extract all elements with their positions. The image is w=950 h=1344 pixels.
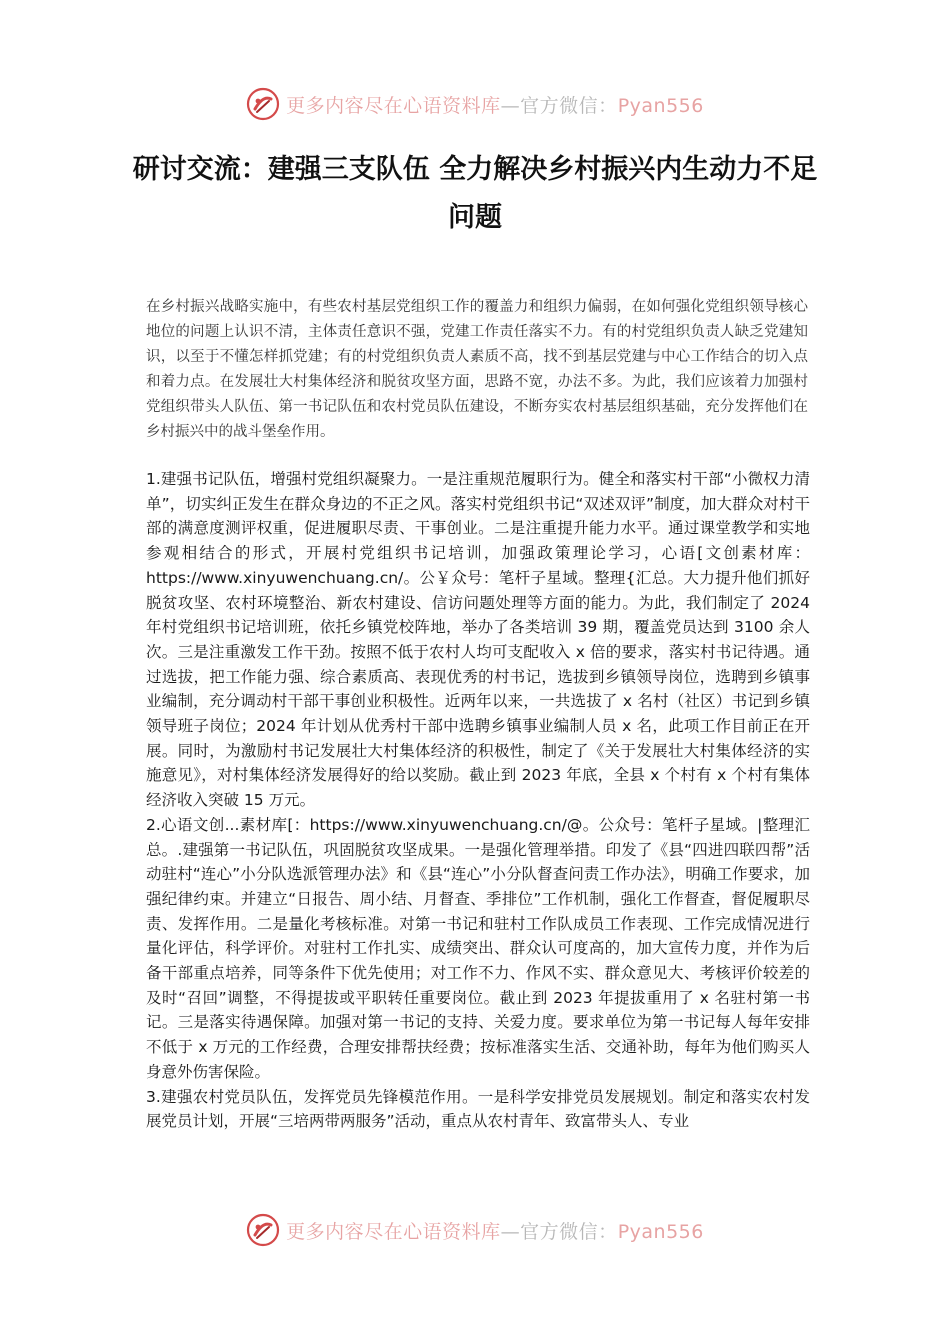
- watermark-banner-bottom: [0, 1210, 950, 1250]
- page-title: 研讨交流：建强三支队伍 全力解决乡村振兴内生动力不足问题: [132, 154, 818, 233]
- document-body: [146, 467, 810, 1134]
- watermark-banner-top: [0, 84, 950, 124]
- paragraph-3: 3.建强农村党员队伍，发挥党员先锋模范作用。一是科学安排党员发展规划。制定和落实农村发展党员计划，开展“三培两带两服务”活动，重点从农村青年、致富带头人、专业: [146, 1087, 810, 1131]
- paragraph-2: 2.心语文创...素材库[：https://www.xinyuwenchuang.cn/@。公众号：笔杆子星域。|整理汇总。.建强第一书记队伍，巩固脱贫攻坚成果。一是强化管理举措。印发了《县“四进四联四帮”活动驻村“连心”小分队选派管理办法》和《县“连心”小分队督查问责工作办法》，明确工作要求，加强纪律约束。并建立“日报告、周小结、月督查、季排位”工作机制，强化工作督查，督促履职尽责、发挥作用。二是量化考核标准。对第一书记和驻村工作队成员工作表现、工作完成情况进行量化评估，科学评价。对驻村工作扎实、成绩突出、群众认可度高的，加大宣传力度，并作为后备干部重点培养，同等条件下优先使用；对工作不力、作风不实、群众意见大、考核评价较差的及时“召回”调整，不得提拔或平职转任重要岗位。截止到 2023 年提拔重用了 x 名驻村第一书记。三是落实待遇保障。加强对第一书记的支持、关爱力度。要求单位为第一书记每人每年安排不低于 x 万元的工作经费，合理安排帮扶经费；按标准落实生活、交通补助，每年为他们购买人身意外伤害保险。: [146, 815, 810, 1081]
- book-logo-icon: [246, 1213, 280, 1247]
- watermark-text: 更多内容尽在心语资料库—官方微信：Pyan556: [286, 94, 704, 117]
- watermark-text: 更多内容尽在心语资料库—官方微信：Pyan556: [286, 1220, 704, 1243]
- book-logo-icon: [246, 87, 280, 121]
- paragraph-1: 1.建强书记队伍，增强村党组织凝聚力。一是注重规范履职行为。健全和落实村干部“小微权力清单”，切实纠正发生在群众身边的不正之风。落实村党组织书记“双述双评”制度，加大群众对村干部的满意度测评权重，促进履职尽责、干事创业。二是注重提升能力水平。通过课堂教学和实地参观相结合的形式，开展村党组织书记培训，加强政策理论学习，心语[文创素材库：https://www.xinyuwenchuang.cn/。公￥众号：笔杆子星域。整理{汇总。大力提升他们抓好脱贫攻坚、农村环境整治、新农村建设、信访问题处理等方面的能力。为此，我们制定了 2024 年村党组织书记培训班，依托乡镇党校阵地，举办了各类培训 39 期，覆盖党员达到 3100 余人次。三是注重激发工作干劲。按照不低于农村人均可支配收入 x 倍的要求，落实村书记待遇。通过选拔，把工作能力强、综合素质高、表现优秀的村书记，选拔到乡镇领导岗位，选聘到乡镇事业编制，充分调动村干部干事创业积极性。近两年以来，一共选拔了 x 名村（社区）书记到乡镇领导班子岗位；2024 年计划从优秀村干部中选聘乡镇事业编制人员 x 名，此项工作目前正在开展。同时，为激励村书记发展壮大村集体经济的积极性，制定了《关于发展壮大村集体经济的实施意见》，对村集体经济发展得好的给以奖励。截止到 2023 年底，全县 x 个村有 x 个村有集体经济收入突破 15 万元。: [146, 470, 810, 810]
- intro-paragraph: 在乡村振兴战略实施中，有些农村基层党组织工作的覆盖力和组织力偏弱，在如何强化党组织领导核心地位的问题上认识不清，主体责任意识不强，党建工作责任落实不力。有的村党组织负责人缺乏党建知识，以至于不懂怎样抓党建；有的村党组织负责人素质不高，找不到基层党建与中心工作结合的切入点和着力点。在发展壮大村集体经济和脱贫攻坚方面，思路不宽，办法不多。为此，我们应该着力加强村党组织带头人队伍、第一书记队伍和农村党员队伍建设，不断夯实农村基层组织基础，充分发挥他们在乡村振兴中的战斗堡垒作用。: [146, 299, 808, 440]
